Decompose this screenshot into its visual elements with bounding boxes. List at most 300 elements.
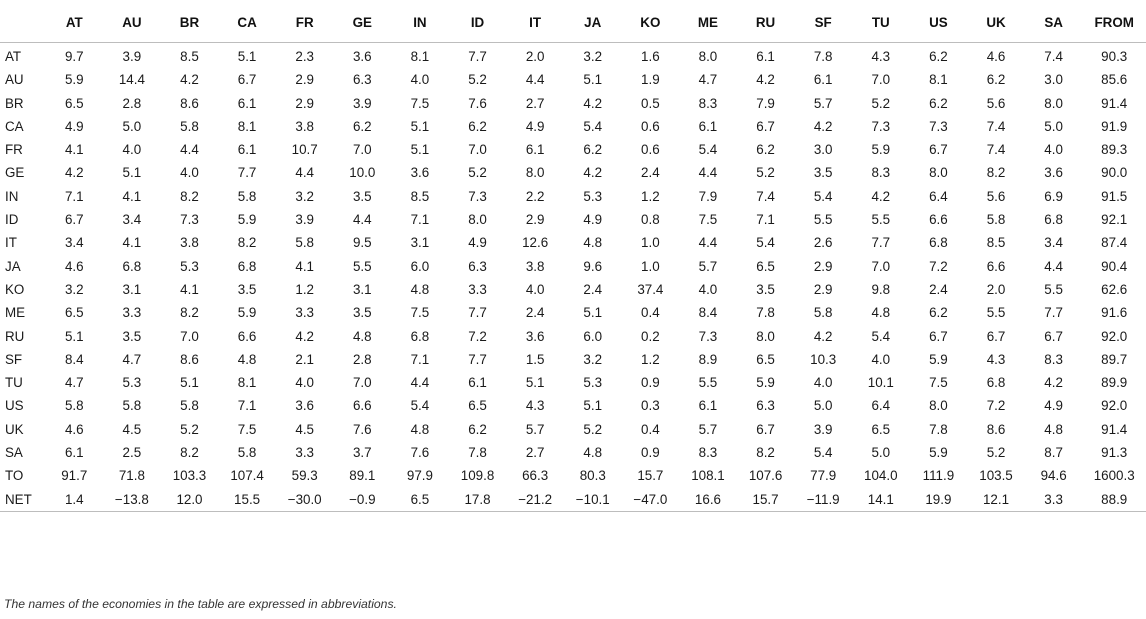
table-cell: 6.0 [410,258,430,274]
table-cell: 7.7 [449,43,507,69]
table-cell: −10.1 [564,488,622,512]
table-cell: 6.1 [237,142,257,158]
column-header: IN [413,15,427,30]
table-row [0,301,1146,324]
table-cell: 2.8 [122,95,142,111]
table-cell: 6.7 [756,421,775,437]
table-cell: 7.4 [1025,43,1083,69]
table-cell: 91.9 [1101,118,1128,134]
table-cell: 8.2 [180,188,199,204]
table-cell: 6.7 [64,212,84,228]
table-cell: 3.2 [64,281,84,297]
table-cell: 107.4 [230,468,264,484]
table-cell: 2.7 [525,445,545,461]
table-cell: 0.4 [641,421,660,437]
table-cell: 5.5 [698,375,718,391]
column-header: FR [295,15,314,30]
table-cell: 8.2 [180,445,199,461]
table-cell: 7.7 [237,165,257,181]
table-cell: 7.4 [756,188,775,204]
table-cell: 4.4 [295,165,314,181]
table-cell: 2.3 [276,43,334,69]
table-cell: −0.9 [334,488,392,512]
row-label: BR [5,95,24,111]
table-row [0,185,1146,208]
table-cell: 4.0 [410,72,430,88]
table-cell: 7.3 [929,118,948,134]
table-cell: 5.5 [986,305,1006,321]
table-cell: 6.8 [122,258,142,274]
table-cell: 6.1 [64,445,84,461]
table-cell: 5.4 [756,235,775,251]
column-header: TU [871,15,890,30]
table-cell: 94.6 [1040,468,1067,484]
row-label: ME [5,305,26,321]
table-cell: 6.2 [756,142,775,158]
table-cell: 6.8 [237,258,257,274]
table-cell: 4.8 [410,421,430,437]
table-cell: 5.3 [180,258,199,274]
table-cell: 4.0 [525,281,545,297]
table-cell: 91.3 [1101,445,1128,461]
table-cell: 5.5 [871,212,891,228]
table-cell: 1.2 [641,351,660,367]
table-cell: 4.9 [1044,398,1063,414]
table-cell: 7.1 [756,212,775,228]
table-cell: 6.1 [698,118,718,134]
table-cell: 3.4 [64,235,84,251]
table-cell: 111.9 [922,468,955,484]
table-cell: 5.1 [122,165,142,181]
table-cell: 4.2 [64,165,84,181]
table-cell: 0.5 [641,95,660,111]
table-cell: 6.5 [871,421,891,437]
table-cell: 7.0 [352,142,372,158]
table-cell: 2.9 [525,212,545,228]
table-cell: 1.6 [622,43,680,69]
table-cell: 6.1 [525,142,545,158]
table-cell: 3.4 [1044,235,1063,251]
table-cell: 6.1 [737,43,795,69]
table-cell: 5.9 [237,305,257,321]
table-cell: 2.8 [352,351,372,367]
table-cell: 3.0 [813,142,833,158]
table-cell: 103.3 [172,468,207,484]
table-cell: 5.9 [756,375,775,391]
table-cell: 4.2 [813,118,833,134]
row-label: KO [5,281,25,297]
table-cell: 4.0 [698,281,718,297]
table-cell: 4.6 [64,421,84,437]
table-cell: 4.0 [1044,142,1063,158]
table-cell: 5.9 [64,72,84,88]
table-cell: 5.5 [813,212,833,228]
table-cell: 7.8 [468,445,487,461]
table-cell: 7.6 [352,421,372,437]
table-cell: 6.7 [1044,328,1063,344]
table-cell: 6.9 [1044,188,1063,204]
column-header: UK [986,15,1006,30]
table-cell: 6.3 [468,258,487,274]
table-cell: 4.2 [871,188,891,204]
table-cell: 4.4 [1044,258,1063,274]
column-header: ID [470,15,485,30]
table-cell: 17.8 [449,488,507,512]
table-cell: 4.6 [64,258,84,274]
table-cell: 4.5 [122,421,142,437]
table-cell: 8.1 [391,43,449,69]
table-cell: 7.3 [871,118,891,134]
table-cell: 3.6 [525,328,545,344]
table-cell: 6.2 [910,43,968,69]
table-cell: 5.0 [1044,118,1063,134]
table-cell: 4.2 [295,328,314,344]
table-cell: 10.3 [810,351,837,367]
table-cell: 0.8 [641,212,660,228]
table-cell: 8.6 [986,421,1006,437]
table-cell: 2.9 [295,72,314,88]
table-cell: 1.9 [641,72,660,88]
table-row [0,464,1146,487]
table-cell: 2.9 [813,281,833,297]
table-cell: 6.1 [698,398,718,414]
table-cell: 6.7 [986,328,1006,344]
table-cell: 5.1 [410,118,430,134]
column-header: KO [640,15,661,30]
table-cell: 3.8 [295,118,314,134]
table-cell: 6.2 [352,118,372,134]
table-cell: 4.8 [871,305,891,321]
table-cell: 8.3 [698,445,718,461]
table-cell: 4.9 [64,118,84,134]
table-cell: 5.4 [813,445,833,461]
column-header: RU [755,15,776,30]
table-cell: 3.8 [525,258,545,274]
table-cell: 5.9 [871,142,891,158]
row-label: UK [5,421,24,437]
row-label: IN [5,188,19,204]
table-cell: 5.9 [237,212,257,228]
table-cell: 4.3 [525,398,545,414]
table-cell: 7.0 [871,72,891,88]
table-cell: 0.6 [641,118,660,134]
table-cell: 6.5 [756,351,775,367]
table-cell: 5.5 [352,258,372,274]
table-cell: 3.2 [564,43,622,69]
table-row [0,161,1146,184]
table-row [0,231,1146,254]
table-cell: 5.4 [698,142,718,158]
table-cell: 6.2 [929,95,948,111]
table-cell: 59.3 [291,468,318,484]
table-cell: 5.1 [525,375,545,391]
table-cell: 3.1 [410,235,430,251]
table-cell: 6.4 [929,188,948,204]
table-cell: 7.5 [410,95,430,111]
row-label: RU [5,328,25,344]
table-cell: 7.4 [986,142,1006,158]
table-cell: 37.4 [637,281,664,297]
table-cell: 4.7 [698,72,718,88]
table-row [0,43,1146,69]
table-cell: 9.7 [45,43,103,69]
table-cell: 7.5 [410,305,430,321]
table-cell: 14.4 [118,72,145,88]
table-cell: 8.0 [468,212,487,228]
table-row [0,348,1146,371]
table-cell: 5.1 [583,72,603,88]
table-cell: 5.8 [122,398,142,414]
table-row [0,208,1146,231]
table-cell: 4.0 [871,351,891,367]
row-label: CA [5,118,24,134]
table-cell: 8.2 [237,235,257,251]
table-cell: 7.1 [237,398,257,414]
table-cell: 4.2 [583,165,603,181]
table-row [0,138,1146,161]
table-cell: 4.1 [64,142,84,158]
table-cell: −11.9 [794,488,852,512]
table-cell: 92.0 [1101,328,1128,344]
table-cell: 15.7 [737,488,795,512]
table-cell: 85.6 [1101,72,1128,88]
column-header: SA [1044,15,1063,30]
table-cell: 109.8 [460,468,495,484]
table-cell: 5.1 [410,142,430,158]
table-cell: 6.5 [756,258,775,274]
table-row [0,278,1146,301]
table-cell: 5.9 [929,351,948,367]
table-cell: 8.3 [698,95,718,111]
table-cell: 3.6 [410,165,430,181]
table-cell: 3.5 [122,328,142,344]
table-cell: 7.3 [180,212,199,228]
table-cell: −13.8 [103,488,161,512]
table-cell: 1600.3 [1093,468,1135,484]
table-cell: 6.1 [237,95,257,111]
table-cell: 4.1 [122,188,142,204]
table-cell: 3.9 [103,43,161,69]
table-cell: 3.3 [295,445,314,461]
row-label: SF [5,351,23,367]
row-label: JA [5,258,21,274]
table-cell: 4.1 [180,281,199,297]
table-cell: 5.1 [180,375,199,391]
table-cell: 4.1 [295,258,314,274]
table-cell: 7.9 [756,95,775,111]
table-cell: 8.1 [237,375,257,391]
table-cell: 6.5 [64,305,84,321]
table-cell: 90.3 [1082,43,1146,69]
table-cell: 4.8 [583,235,603,251]
table-cell: 4.4 [698,235,718,251]
table-cell: 3.6 [295,398,314,414]
table-cell: 4.8 [237,351,257,367]
table-cell: 91.4 [1101,95,1128,111]
table-cell: 4.7 [122,351,142,367]
table-cell: 15.7 [637,468,664,484]
table-cell: 5.4 [871,328,891,344]
table-row [0,68,1146,91]
table-cell: 7.8 [929,421,948,437]
table-cell: 107.6 [748,468,783,484]
table-cell: 6.2 [468,421,487,437]
table-cell: 0.2 [641,328,660,344]
table-cell: 8.3 [1044,351,1063,367]
table-cell: 7.1 [410,212,430,228]
table-cell: 92.1 [1101,212,1128,228]
row-label: IT [5,235,17,251]
table-cell: 4.0 [295,375,314,391]
table-cell: 6.7 [929,328,948,344]
table-cell: 91.7 [61,468,88,484]
table-cell: 7.8 [794,43,852,69]
column-header: SF [814,15,832,30]
table-cell: 5.4 [583,118,603,134]
table-cell: 6.7 [929,142,948,158]
table-footnote: The names of the economies in the table are expressed in abbreviations. [4,597,397,611]
spillover-table [0,4,1146,512]
table-cell: 5.3 [583,188,603,204]
table-cell: 5.5 [1044,281,1063,297]
table-cell: 7.0 [468,142,487,158]
table-cell: 8.0 [756,328,775,344]
table-cell: 6.7 [756,118,775,134]
table-cell: 77.9 [810,468,837,484]
table-cell: 7.3 [468,188,487,204]
table-cell: 5.7 [813,95,833,111]
table-cell: 3.2 [583,351,603,367]
table-cell: 3.2 [295,188,314,204]
table-cell: 91.5 [1101,188,1128,204]
table-row [0,371,1146,394]
table-cell: 8.0 [679,43,737,69]
table-cell: 3.6 [1044,165,1063,181]
table-cell: 8.4 [64,351,84,367]
row-label: GE [5,165,25,181]
column-header: FROM [1094,15,1134,30]
row-label: TU [5,375,23,391]
table-cell: 4.4 [180,142,199,158]
table-body [0,43,1146,512]
table-cell: 4.2 [583,95,603,111]
table-cell: 3.4 [122,212,142,228]
table-cell: 4.4 [410,375,430,391]
table-cell: 103.5 [979,468,1013,484]
table-cell: 5.8 [986,212,1006,228]
table-cell: 5.7 [698,258,718,274]
table-row [0,325,1146,348]
table-cell: 4.9 [525,118,545,134]
row-label: SA [5,445,23,461]
table-cell: 5.8 [180,118,199,134]
table-cell: 6.1 [468,375,487,391]
table-cell: 9.5 [352,235,372,251]
table-cell: 8.3 [871,165,891,181]
row-label: TO [5,468,24,484]
table-row [0,488,1146,512]
table-cell: 2.6 [813,235,833,251]
table-cell: 3.3 [1025,488,1083,512]
table-cell: 7.5 [929,375,948,391]
table-cell: 3.3 [468,281,487,297]
table-cell: 5.2 [468,165,487,181]
column-header: JA [584,15,602,30]
table-cell: 3.8 [180,235,199,251]
table-cell: 7.8 [756,305,775,321]
table-cell: 8.1 [237,118,257,134]
table-cell: 3.5 [813,165,833,181]
table-cell: 5.7 [698,421,718,437]
table-cell: 5.6 [986,95,1006,111]
table-cell: 5.0 [813,398,833,414]
table-cell: 0.6 [641,142,660,158]
table-cell: 8.5 [410,188,430,204]
table-cell: 7.7 [468,351,487,367]
table-cell: 6.6 [352,398,372,414]
table-cell: 0.4 [641,305,660,321]
table-cell: 4.4 [525,72,545,88]
table-cell: 8.6 [180,95,199,111]
table-cell: 3.1 [122,281,142,297]
table-cell: 5.0 [122,118,142,134]
table-cell: 3.5 [352,188,372,204]
table-cell: 2.4 [929,281,948,297]
table-cell: 80.3 [579,468,606,484]
table-cell: 5.8 [295,235,314,251]
table-cell: 6.5 [468,398,487,414]
table-cell: −47.0 [622,488,680,512]
table-cell: 6.3 [352,72,372,88]
table-cell: 4.8 [583,445,603,461]
table-cell: 5.2 [756,165,775,181]
table-row [0,255,1146,278]
column-header: AT [65,15,83,30]
table-cell: 5.8 [64,398,84,414]
table-cell: 90.0 [1101,165,1128,181]
table-cell: 90.4 [1101,258,1128,274]
table-cell: 2.9 [813,258,833,274]
table-row [0,441,1146,464]
table-cell: 71.8 [118,468,145,484]
table-cell: 7.1 [410,351,430,367]
table-cell: 2.4 [641,165,660,181]
table-cell: 3.9 [813,421,833,437]
table-cell: 8.5 [986,235,1006,251]
table-cell: 3.3 [295,305,314,321]
table-cell: 0.9 [641,445,660,461]
table-cell: 6.2 [468,118,487,134]
table-cell: 7.1 [64,188,84,204]
table-cell: 5.9 [929,445,948,461]
table-cell: 4.2 [756,72,775,88]
table-cell: 12.1 [967,488,1025,512]
table-cell: 4.2 [813,328,833,344]
table-cell: 9.6 [583,258,603,274]
table-cell: 87.4 [1101,235,1128,251]
table-cell: 2.4 [525,305,545,321]
table-cell: 7.2 [468,328,487,344]
table-cell: 7.0 [352,375,372,391]
table-cell: 1.0 [641,258,660,274]
table-cell: 1.2 [295,281,314,297]
table-cell: 5.2 [986,445,1006,461]
table-cell: 8.6 [180,351,199,367]
table-cell: 6.5 [391,488,449,512]
table-cell: 104.0 [864,468,898,484]
table-cell: 6.6 [237,328,257,344]
table-cell: 4.0 [122,142,142,158]
